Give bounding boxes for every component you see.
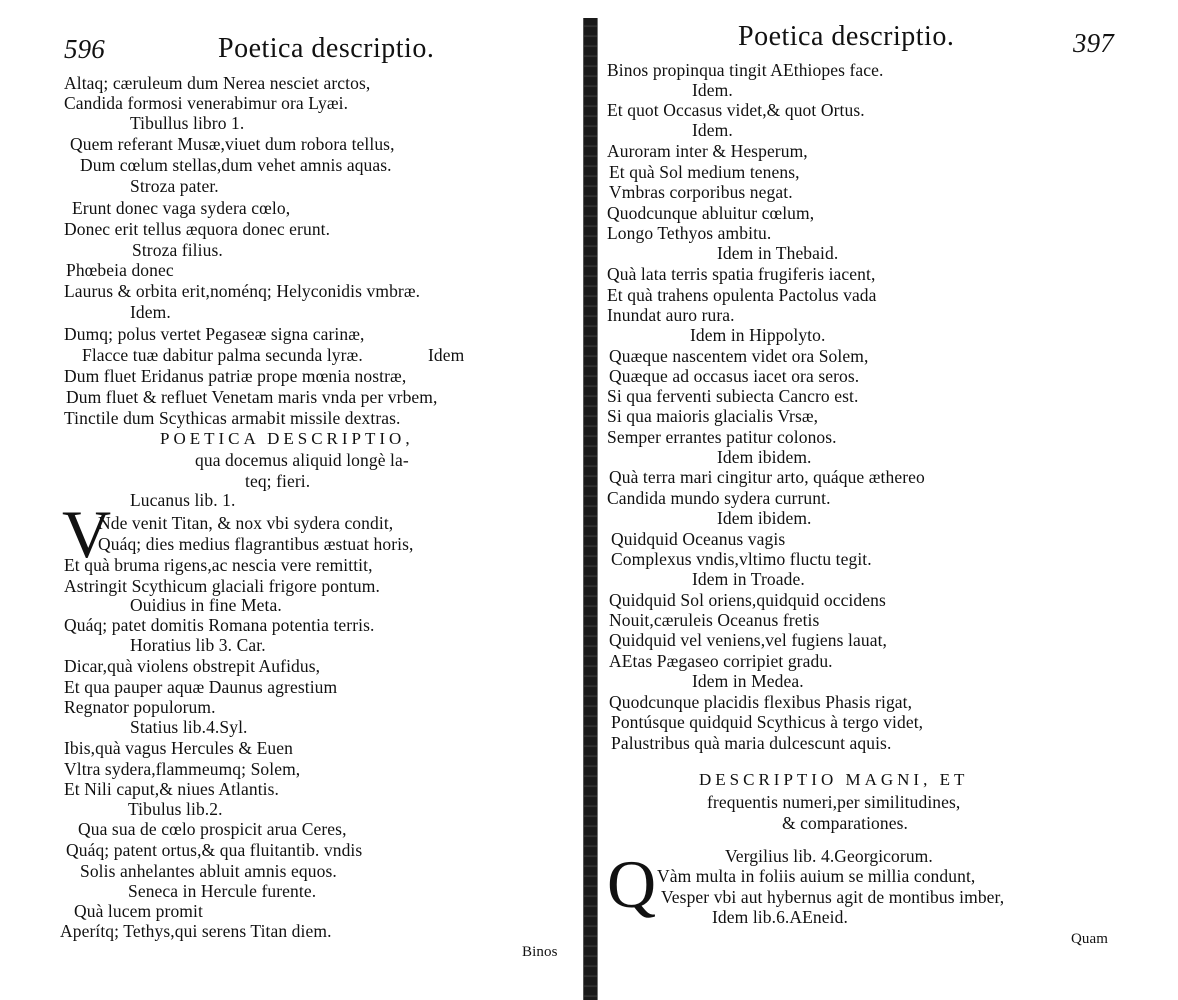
- source-heading: Seneca in Hercule furente.: [128, 881, 317, 901]
- text-line: Quà terra mari cingitur arto, quáque æthereo: [609, 467, 925, 487]
- folio-right: 397: [1073, 28, 1114, 58]
- source-heading: Idem in Troade.: [692, 569, 805, 589]
- text-line: Aperítq; Tethys,qui serens Titan diem.: [60, 921, 332, 941]
- text-line: Quidquid Sol oriens,quidquid occidens: [609, 590, 886, 610]
- text-line: Quà lucem promit: [74, 901, 203, 921]
- text-line: Binos propinqua tingit AEthiopes face.: [607, 60, 884, 80]
- source-heading: Tibullus libro 1.: [130, 113, 245, 133]
- text-line: Et quà bruma rigens,ac nescia vere remittit,: [64, 555, 373, 575]
- text-line: Quem referant Musæ,viuet dum robora tellus,: [70, 134, 395, 154]
- drop-cap: V: [62, 496, 112, 572]
- source-heading: Ouidius in fine Meta.: [130, 595, 282, 615]
- right-page: [597, 0, 1178, 1000]
- text-line: Nouit,cæruleis Oceanus fretis: [609, 610, 820, 630]
- text-line: Vmbras corporibus negat.: [609, 182, 793, 202]
- source-heading: Idem in Hippolyto.: [690, 325, 826, 345]
- source-heading: Stroza filius.: [132, 240, 223, 260]
- text-line: Ibis,quà vagus Hercules & Euen: [64, 738, 293, 758]
- text-line: Quáq; patet domitis Romana potentia terris.: [64, 615, 375, 635]
- source-heading: Idem.: [692, 80, 733, 100]
- source-heading: Stroza pater.: [130, 176, 219, 196]
- text-line: Et quà trahens opulenta Pactolus vada: [607, 285, 877, 305]
- text-line: Longo Tethyos ambitu.: [607, 223, 772, 243]
- text-line: Et Nili caput,& niues Atlantis.: [64, 779, 280, 799]
- source-heading: Lucanus lib. 1.: [130, 490, 236, 510]
- source-heading: Idem lib.6.AEneid.: [712, 907, 848, 927]
- text-line: Tinctile dum Scythicas armabit missile dextras.: [64, 408, 401, 428]
- folio-left: 596: [64, 34, 105, 64]
- drop-cap: Q: [607, 846, 657, 922]
- running-title-left: Poetica descriptio.: [218, 33, 435, 64]
- text-line: Candida formosi venerabimur ora Lyæi.: [64, 93, 349, 113]
- text-line: Quæque ad occasus iacet ora seros.: [609, 366, 860, 386]
- source-heading: Idem in Medea.: [692, 671, 804, 691]
- text-line: Vesper vbi aut hybernus agit de montibus imber,: [661, 887, 1005, 907]
- text-line: Et quà Sol medium tenens,: [609, 162, 800, 182]
- text-line: Laurus & orbita erit,noménq; Helyconidis vmbræ.: [64, 281, 421, 301]
- text-line: Nde venit Titan, & nox vbi sydera condit,: [98, 513, 394, 533]
- book-gutter: [583, 18, 598, 1000]
- text-line: Quodcunque abluitur cœlum,: [607, 203, 815, 223]
- text-line: Solis anhelantes abluit amnis equos.: [80, 861, 337, 881]
- section-subheading: frequentis numeri,per similitudines,: [707, 792, 961, 812]
- text-line: Candida mundo sydera currunt.: [607, 488, 831, 508]
- section-heading: DESCRIPTIO MAGNI, ET: [699, 770, 969, 789]
- text-line: Et quot Occasus videt,& quot Ortus.: [607, 100, 865, 120]
- left-page: [0, 0, 585, 1000]
- source-heading: Horatius lib 3. Car.: [130, 635, 266, 655]
- source-heading: Idem.: [692, 120, 733, 140]
- text-line: Altaq; cæruleum dum Nerea nesciet arctos,: [64, 73, 371, 93]
- text-line: Phœbeia donec: [66, 260, 174, 280]
- text-line: Si qua maioris glacialis Vrsæ,: [607, 406, 819, 426]
- text-line: Qua sua de cœlo prospicit arua Ceres,: [78, 819, 347, 839]
- text-line: Astringit Scythicum glaciali frigore pontum.: [64, 576, 380, 596]
- text-line: Auroram inter & Hesperum,: [607, 141, 808, 161]
- text-line: Vàm multa in foliis auium se millia condunt,: [657, 866, 976, 886]
- source-heading: Idem.: [130, 302, 171, 322]
- source-heading: Idem: [428, 345, 465, 365]
- source-heading: Idem ibidem.: [717, 447, 812, 467]
- running-title-right: Poetica descriptio.: [738, 21, 955, 52]
- text-line: Regnator populorum.: [64, 697, 216, 717]
- source-heading: Idem in Thebaid.: [717, 243, 839, 263]
- text-line: Flacce tuæ dabitur palma secunda lyræ.: [82, 345, 363, 365]
- text-line: Si qua ferventi subiecta Cancro est.: [607, 386, 859, 406]
- catchword-left: Binos: [522, 944, 558, 960]
- text-line: Dum cœlum stellas,dum vehet amnis aquas.: [80, 155, 392, 175]
- text-line: Inundat auro rura.: [607, 305, 735, 325]
- text-line: Dicar,quà violens obstrepit Aufidus,: [64, 656, 321, 676]
- text-line: Palustribus quà maria dulcescunt aquis.: [611, 733, 892, 753]
- text-line: Et qua pauper aquæ Daunus agrestium: [64, 677, 338, 697]
- text-line: Quáq; dies medius flagrantibus æstuat horis,: [98, 534, 414, 554]
- source-heading: Statius lib.4.Syl.: [130, 717, 248, 737]
- text-line: AEtas Pægaseo corripiet gradu.: [609, 651, 833, 671]
- text-line: Vltra sydera,flammeumq; Solem,: [64, 759, 301, 779]
- text-line: Quæque nascentem videt ora Solem,: [609, 346, 869, 366]
- source-heading: Vergilius lib. 4.Georgicorum.: [725, 846, 933, 866]
- text-line: Pontúsque quidquid Scythicus à tergo videt,: [611, 712, 924, 732]
- text-line: Erunt donec vaga sydera cœlo,: [72, 198, 291, 218]
- source-heading: Tibulus lib.2.: [128, 799, 223, 819]
- text-line: Semper errantes patitur colonos.: [607, 427, 837, 447]
- text-line: Donec erit tellus æquora donec erunt.: [64, 219, 331, 239]
- text-line: Dum fluet Eridanus patriæ prope mœnia nostræ,: [64, 366, 407, 386]
- section-heading: POETICA DESCRIPTIO,: [160, 429, 414, 448]
- text-line: Complexus vndis,vltimo fluctu tegit.: [611, 549, 872, 569]
- text-line: Dumq; polus vertet Pegaseæ signa carinæ,: [64, 324, 365, 344]
- catchword-right: Quam: [1071, 931, 1109, 947]
- source-heading: Idem ibidem.: [717, 508, 812, 528]
- section-subheading: teq; fieri.: [245, 471, 311, 491]
- text-line: Quà lata terris spatia frugiferis iacent,: [607, 264, 876, 284]
- section-subheading: qua docemus aliquid longè la-: [195, 450, 409, 470]
- text-line: Dum fluet & refluet Venetam maris vnda per vrbem,: [66, 387, 438, 407]
- text-line: Quidquid vel veniens,vel fugiens lauat,: [609, 630, 888, 650]
- text-line: Quodcunque placidis flexibus Phasis rigat,: [609, 692, 913, 712]
- text-line: Quidquid Oceanus vagis: [611, 529, 786, 549]
- text-line: Quáq; patent ortus,& qua fluitantib. vndis: [66, 840, 363, 860]
- section-subheading: & comparationes.: [782, 813, 909, 833]
